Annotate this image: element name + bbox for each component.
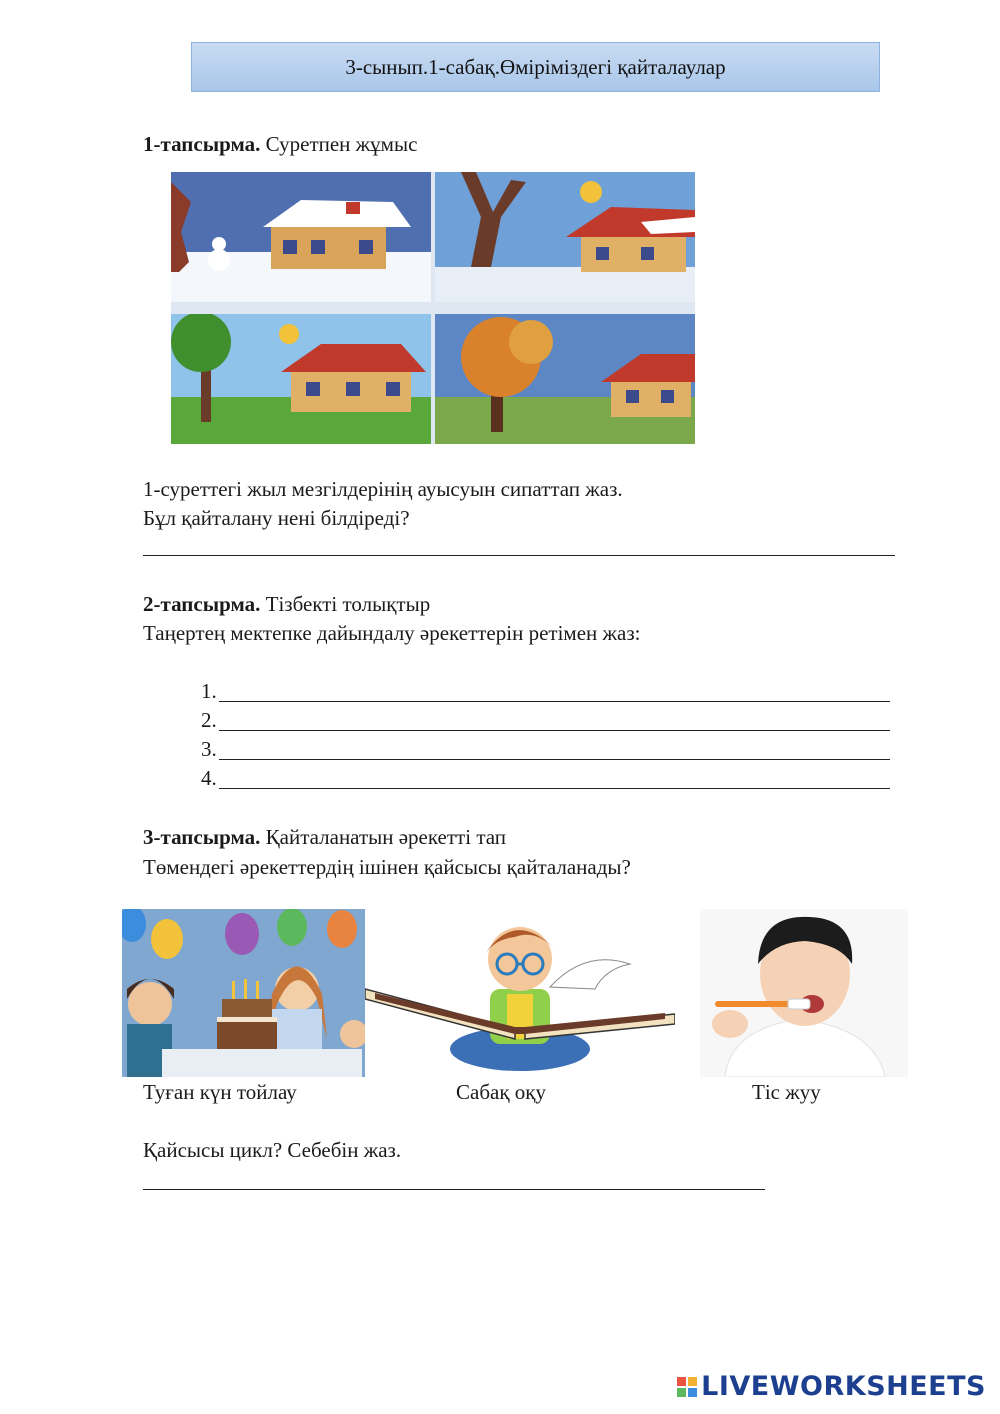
birthday-image (122, 909, 365, 1077)
reading-illustration (365, 909, 675, 1077)
spring-panel (435, 172, 695, 302)
autumn-panel (435, 314, 695, 444)
task3-label: 3-тапсырма. (143, 825, 261, 849)
option-brushing-teeth[interactable]: Тіс жуу (752, 1080, 821, 1104)
task2-title: Тізбекті толықтыр (260, 592, 431, 616)
brushing-teeth-illustration (700, 909, 908, 1077)
liveworksheets-logo (677, 1371, 986, 1402)
sequence-answer-line[interactable] (219, 759, 890, 760)
winter-panel (171, 172, 431, 302)
task2-label: 2-тапсырма. (143, 592, 261, 616)
task1-title: Суретпен жұмыс (260, 132, 418, 156)
task1-answer-line[interactable] (143, 555, 895, 556)
logo-text: LIVEWORKSHEETS (701, 1371, 986, 1402)
birthday-illustration (122, 909, 365, 1077)
task3-instruction: Төмендегі әрекеттердің ішінен қайсысы қайталанады? (143, 855, 631, 879)
task1-heading (143, 132, 417, 157)
sequence-answer-line[interactable] (219, 701, 890, 702)
option-study[interactable]: Сабақ оқу (456, 1080, 546, 1104)
sequence-number: 3. (201, 737, 217, 761)
brushing-teeth-image (700, 909, 908, 1077)
task3-answer-line[interactable] (143, 1189, 765, 1190)
task1-label: 1-тапсырма. (143, 132, 261, 156)
page-title (191, 42, 880, 92)
task3-heading (143, 825, 506, 850)
task3-title: Қайталанатын әрекетті тап (260, 825, 507, 849)
task1-question2: Бұл қайталану нені білдіреді? (143, 506, 410, 530)
sequence-number: 1. (201, 679, 217, 703)
reading-image (365, 909, 675, 1077)
sequence-answer-line[interactable] (219, 730, 890, 731)
seasons-illustration (171, 172, 695, 444)
option-birthday[interactable]: Туған күн тойлау (143, 1080, 297, 1104)
sequence-answer-line[interactable] (219, 788, 890, 789)
sequence-number: 2. (201, 708, 217, 732)
task3-question: Қайсысы цикл? Себебін жаз. (143, 1138, 402, 1162)
summer-panel (171, 312, 431, 444)
task1-question1: 1-суреттегі жыл мезгілдерінің ауысуын сипаттап жаз. (143, 477, 623, 501)
task2-heading (143, 592, 430, 617)
sequence-number: 4. (201, 766, 217, 790)
task2-instruction: Таңертең мектепке дайындалу әрекеттерін ретімен жаз: (143, 621, 641, 645)
page-title-text: 3-сынып.1-сабақ.Өміріміздегі қайталаулар (345, 54, 726, 79)
logo-mark-icon (677, 1377, 697, 1397)
seasons-image (171, 172, 695, 444)
